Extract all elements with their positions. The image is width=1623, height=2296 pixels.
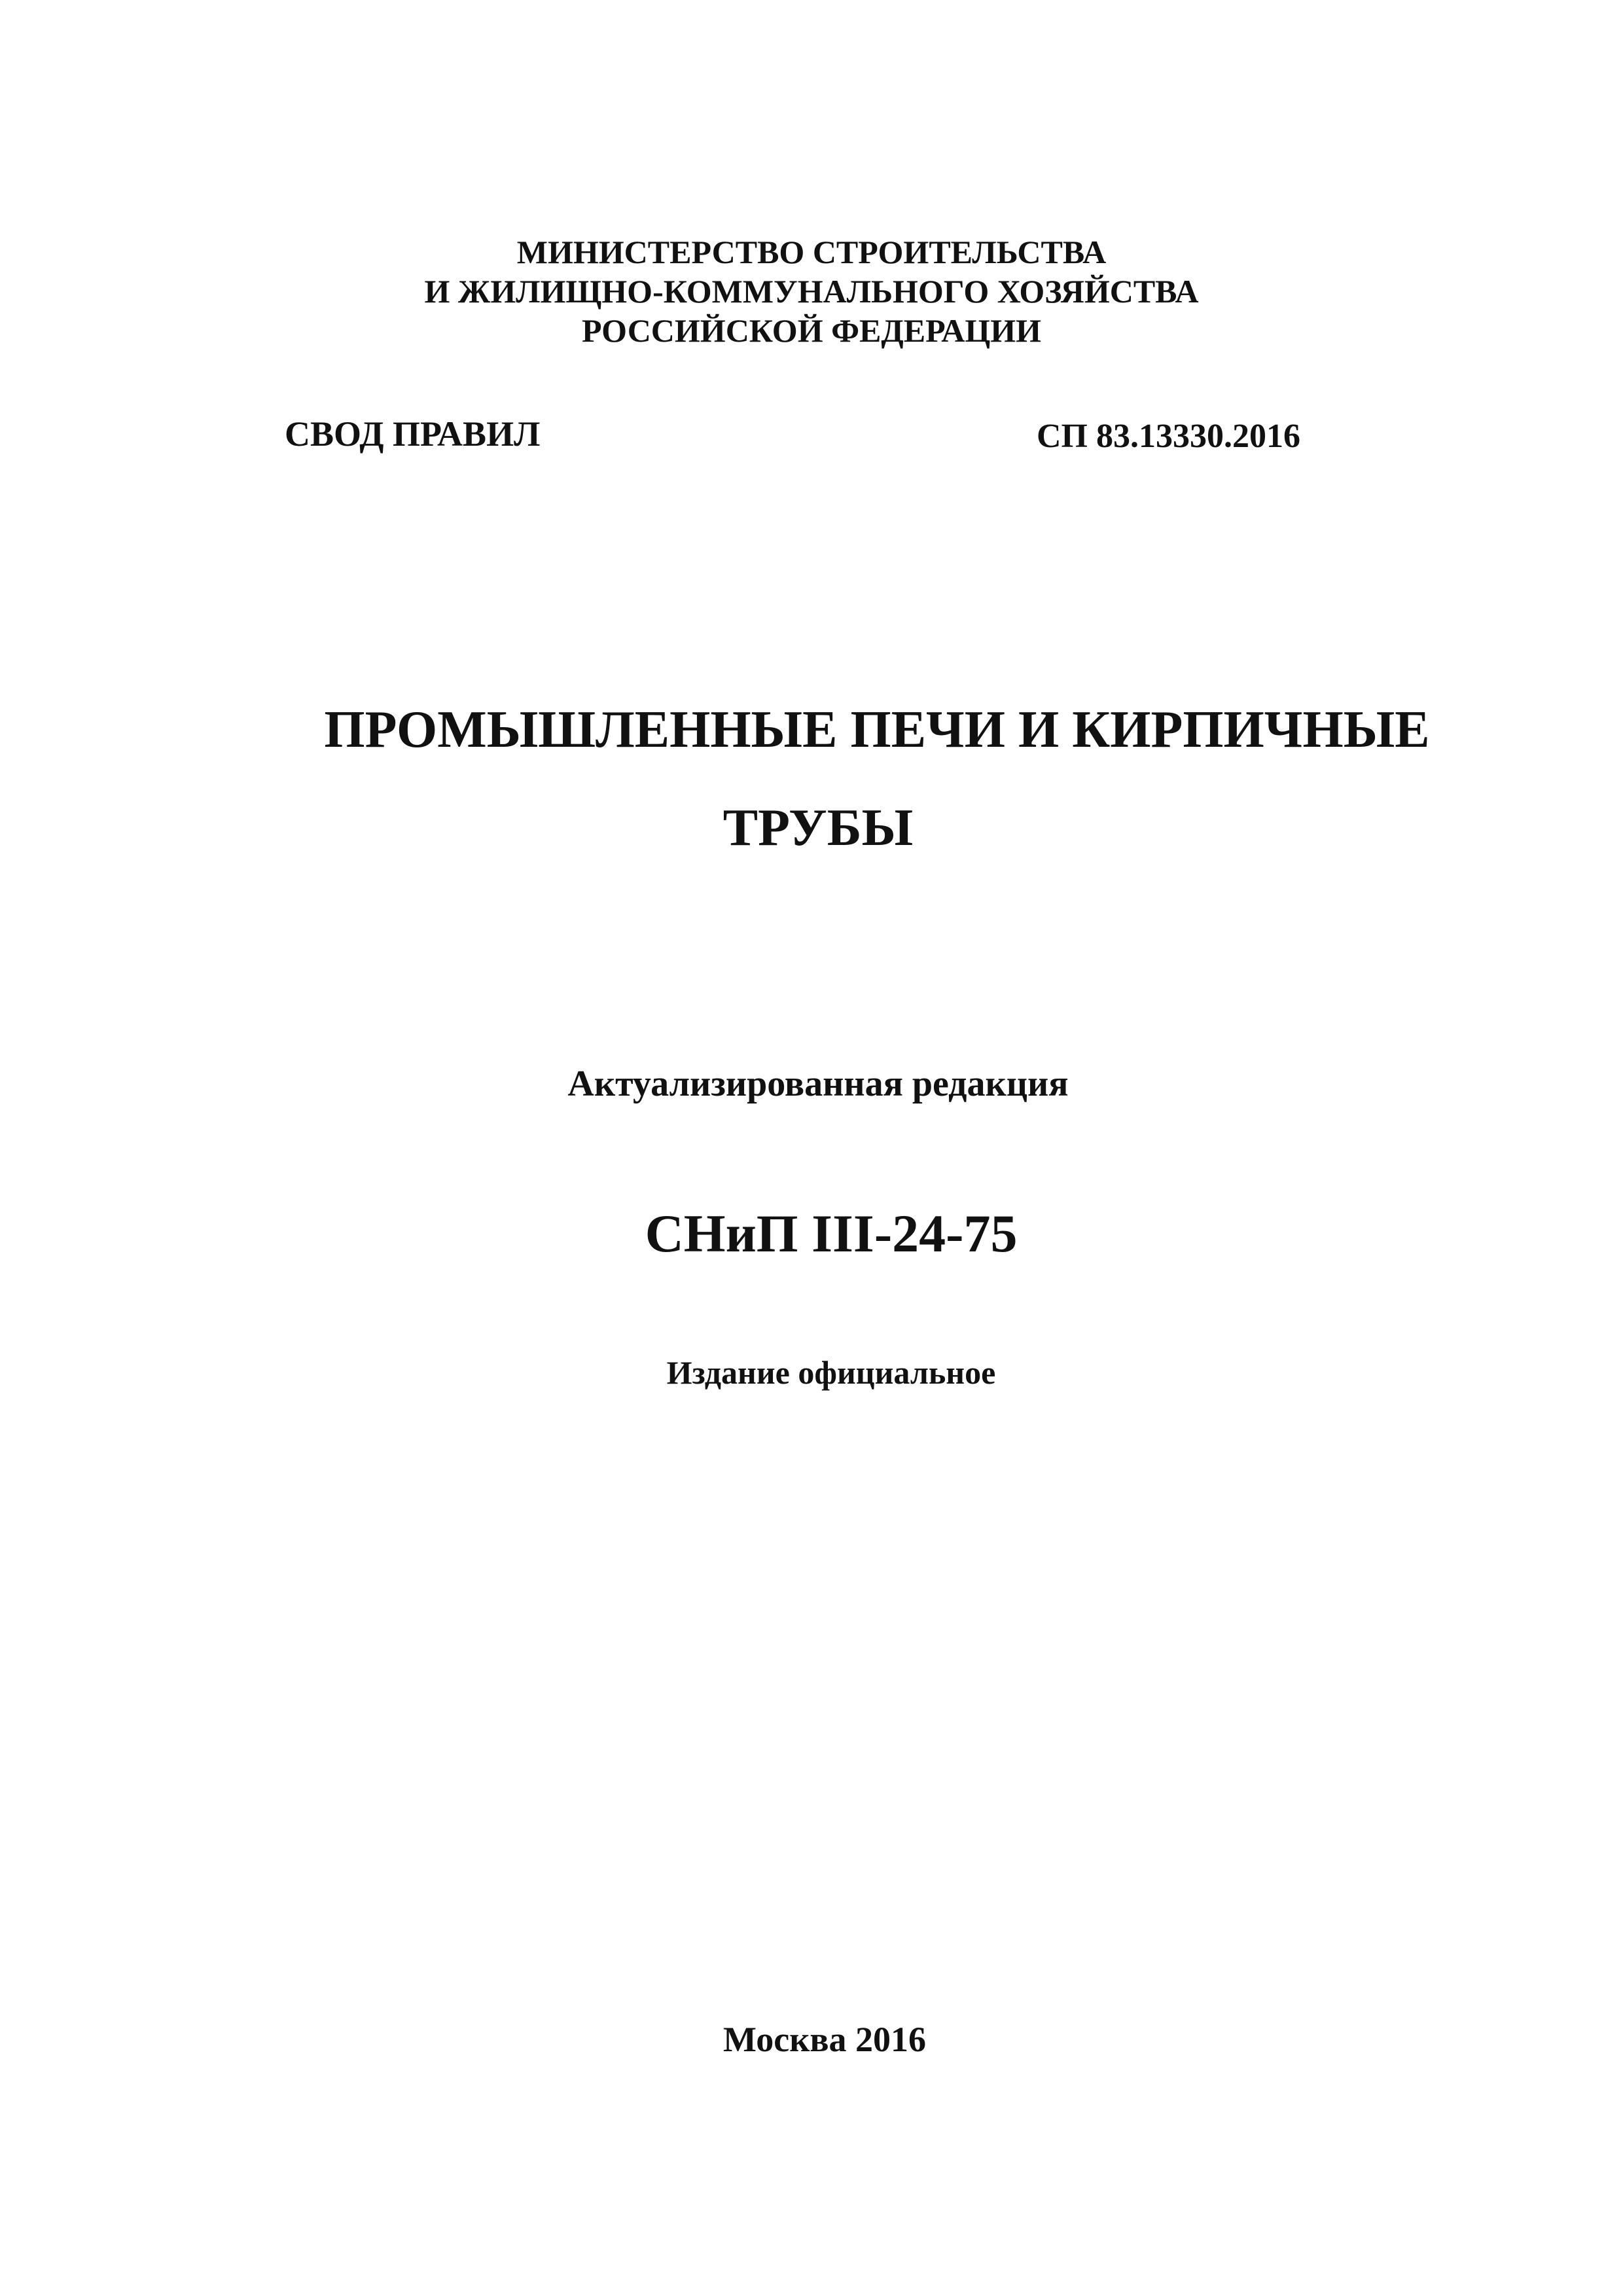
title-line-1: ПРОМЫШЛЕННЫЕ ПЕЧИ И КИРПИЧНЫЕ	[324, 701, 1430, 759]
title-line-2: ТРУБЫ	[722, 799, 914, 857]
document-title	[0, 681, 1623, 877]
code-type-label: СВОД ПРАВИЛ	[285, 414, 541, 454]
place-and-year: Москва 2016	[723, 2020, 926, 2059]
ministry-line-3: РОССИЙСКОЙ ФЕДЕРАЦИИ	[581, 312, 1042, 349]
code-number: СП 83.13330.2016	[1037, 418, 1300, 455]
official-edition-note: Издание официальное	[666, 1354, 996, 1391]
ministry-header	[0, 232, 1623, 350]
edition-note: Актуализированная редакция	[567, 1064, 1069, 1104]
ministry-line-1: МИНИСТЕРСТВО СТРОИТЕЛЬСТВА	[516, 234, 1107, 270]
ministry-line-2: И ЖИЛИЩНО-КОММУНАЛЬНОГО ХОЗЯЙСТВА	[424, 273, 1199, 310]
snip-reference: СНиП III-24-75	[645, 1204, 1018, 1263]
